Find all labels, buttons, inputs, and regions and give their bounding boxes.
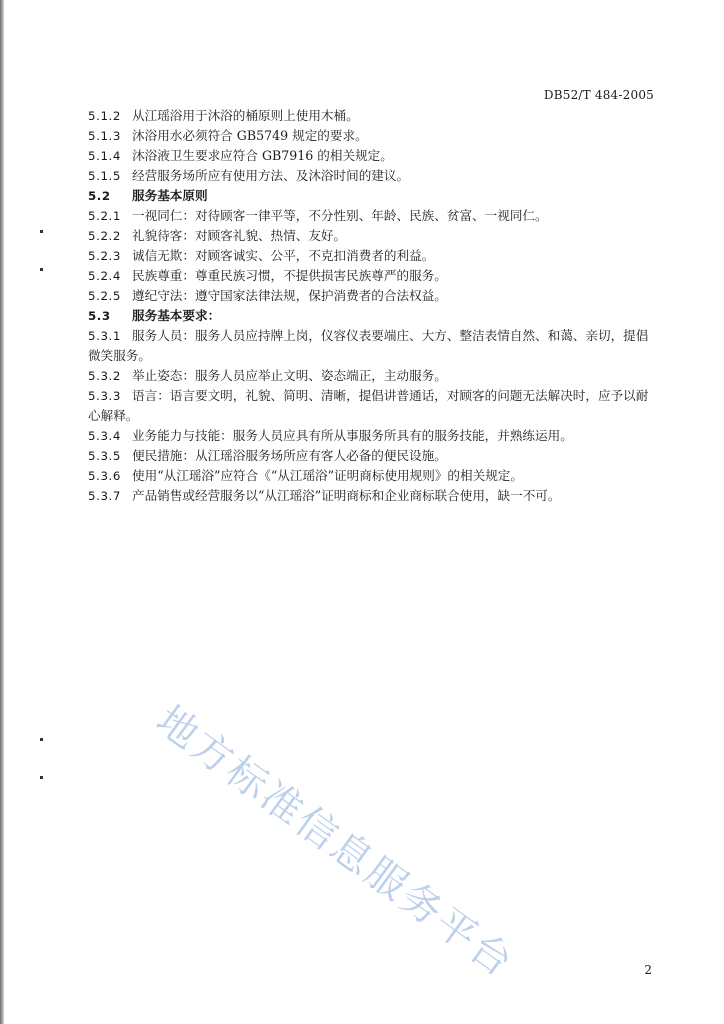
clause-number: 5.1.3	[88, 129, 122, 143]
clause-number: 5.3.7	[88, 489, 122, 503]
clause-text: 诚信无欺：对顾客诚实、公平，不克扣消费者的利益。	[132, 248, 435, 263]
clause-text: 沐浴液卫生要求应符合 GB7916 的相关规定。	[132, 148, 393, 163]
clause-number: 5.1.4	[88, 149, 122, 163]
scan-speck	[40, 776, 43, 779]
clause-5-3-7	[88, 486, 656, 506]
clause-number: 5.2.1	[88, 209, 122, 223]
clause-text: 从江瑶浴用于沐浴的桶原则上使用木桶。	[132, 108, 359, 123]
clause-number: 5.3.3	[88, 389, 122, 403]
clause-number: 5.3.4	[88, 429, 122, 443]
section-title: 服务基本原则	[132, 188, 208, 203]
clause-text: 民族尊重：尊重民族习惯，不提供损害民族尊严的服务。	[132, 268, 447, 283]
clause-text: 使用“从江瑶浴”应符合《“从江瑶浴”证明商标使用规则》的相关规定。	[132, 468, 523, 483]
scan-speck	[40, 268, 43, 271]
scan-speck	[40, 738, 43, 741]
clause-number: 5.1.2	[88, 109, 122, 123]
section-number: 5.3	[88, 309, 111, 323]
clause-5-1-5	[88, 166, 656, 186]
clause-5-2-3	[88, 246, 656, 266]
page-number: 2	[644, 963, 652, 977]
clause-number: 5.2.4	[88, 269, 122, 283]
clause-5-3-2	[88, 366, 656, 386]
clause-text: 一视同仁：对待顾客一律平等，不分性别、年龄、民族、贫富、一视同仁。	[132, 208, 548, 223]
clause-5-2-2	[88, 226, 656, 246]
section-heading-5-2	[88, 186, 656, 206]
clause-text: 举止姿态：服务人员应举止文明、姿态端正，主动服务。	[132, 368, 447, 383]
clause-number: 5.3.6	[88, 469, 122, 483]
clause-number: 5.3.5	[88, 449, 122, 463]
scan-speck	[40, 230, 43, 233]
clause-text: 经营服务场所应有使用方法、及沐浴时间的建议。	[132, 168, 410, 183]
clause-text: 语言：语言要文明，礼貌、简明、清晰，提倡讲普通话，对顾客的问题无法解决时，应予以耐心解释。	[88, 388, 649, 423]
clause-text: 礼貌待客：对顾客礼貌、热情、友好。	[132, 228, 347, 243]
document-code: DB52/T 484-2005	[543, 88, 654, 102]
clause-number: 5.1.5	[88, 169, 122, 183]
clause-number: 5.2.2	[88, 229, 122, 243]
clause-text: 遵纪守法：遵守国家法律法规，保护消费者的合法权益。	[132, 288, 447, 303]
clause-5-1-2	[88, 106, 656, 126]
clause-5-3-5	[88, 446, 656, 466]
clause-number: 5.2.5	[88, 289, 122, 303]
clause-5-2-4	[88, 266, 656, 286]
section-title: 服务基本要求：	[132, 308, 221, 323]
scan-edge	[0, 0, 4, 1024]
clause-text: 产品销售或经营服务以“从江瑶浴”证明商标和企业商标联合使用，缺一不可。	[132, 488, 561, 503]
watermark: 地方标准信息服务平台	[147, 697, 523, 988]
clause-number: 5.3.1	[88, 329, 122, 343]
clause-5-2-1	[88, 206, 656, 226]
clause-5-1-4	[88, 146, 656, 166]
section-heading-5-3	[88, 306, 656, 326]
clause-5-2-5	[88, 286, 656, 306]
clause-text: 业务能力与技能：服务人员应具有所从事服务所具有的服务技能，并熟练运用。	[132, 428, 573, 443]
clause-5-3-4	[88, 426, 656, 446]
clause-5-3-1	[88, 326, 656, 366]
section-number: 5.2	[88, 189, 111, 203]
clause-text: 沐浴用水必须符合 GB5749 规定的要求。	[132, 128, 368, 143]
clause-5-1-3	[88, 126, 656, 146]
clause-number: 5.3.2	[88, 369, 122, 383]
clause-number: 5.2.3	[88, 249, 122, 263]
clause-5-3-3	[88, 386, 656, 426]
clause-text: 服务人员：服务人员应持牌上岗，仪容仪表要端庄、大方、整洁表情自然、和蔼、亲切，提倡微笑服务。	[88, 328, 649, 363]
clause-text: 便民措施：从江瑶浴服务场所应有客人必备的便民设施。	[132, 448, 447, 463]
clause-5-3-6	[88, 466, 656, 486]
